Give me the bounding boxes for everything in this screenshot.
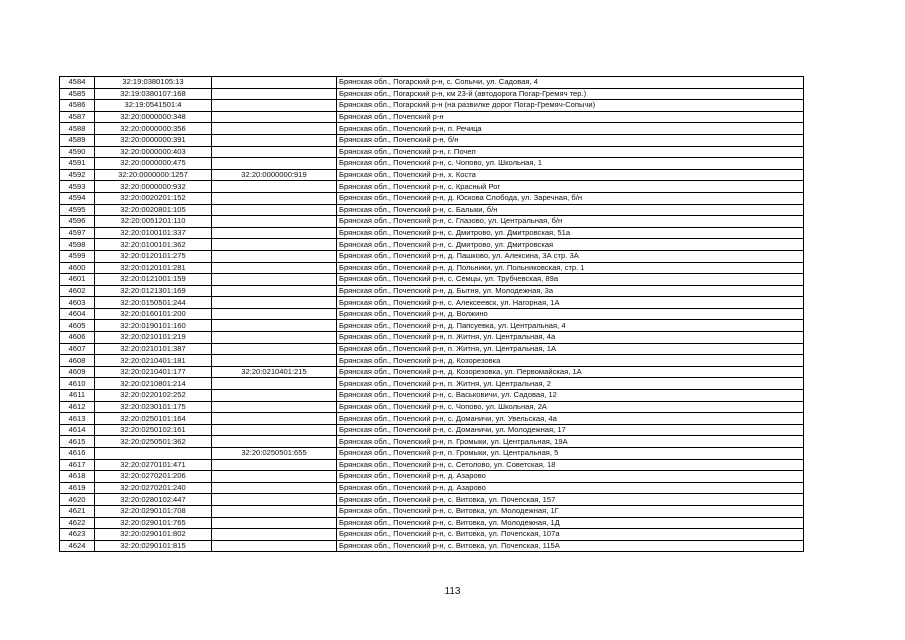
cadastral-number-cell: 32:19:0380105:13: [95, 77, 212, 89]
cadastral-number-cell: 32:20:0280102:447: [95, 494, 212, 506]
cadastral-number-cell: 32:20:0210801:214: [95, 378, 212, 390]
table-row: [60, 227, 804, 239]
cadastral-number-cell: 32:20:0290101:708: [95, 505, 212, 517]
cadastral-number-cell: 32:20:0020201:152: [95, 192, 212, 204]
secondary-cadastral-cell: [212, 471, 337, 483]
cadastral-number-cell: 32:20:0210401:177: [95, 366, 212, 378]
cadastral-number-cell: 32:20:0121301:169: [95, 285, 212, 297]
address-cell: Брянская обл., Погарский р-н, с. Сопычи, ул. Садовая, 4: [337, 77, 804, 89]
address-cell: Брянская обл., Погарский р-н, км 23-й (автодорога Погар-Гремяч тер.): [337, 88, 804, 100]
cadastral-number-cell: 32:20:0120101:275: [95, 250, 212, 262]
secondary-cadastral-cell: [212, 505, 337, 517]
row-number-cell: 4593: [60, 181, 95, 193]
cadastral-number-cell: 32:20:0210101:387: [95, 343, 212, 355]
address-cell: Брянская обл., Почепский р-н, п. Житня, ул. Центральная, 2: [337, 378, 804, 390]
row-number-cell: 4615: [60, 436, 95, 448]
secondary-cadastral-cell: [212, 192, 337, 204]
table-row: [60, 378, 804, 390]
cadastral-number-cell: 32:20:0100101:337: [95, 227, 212, 239]
table-row: [60, 401, 804, 413]
address-cell: Брянская обл., Почепский р-н, д. Волжино: [337, 308, 804, 320]
secondary-cadastral-cell: [212, 100, 337, 112]
address-cell: Брянская обл., Почепский р-н, д. Козорезовка, ул. Первомайская, 1А: [337, 366, 804, 378]
secondary-cadastral-cell: [212, 517, 337, 529]
row-number-cell: 4604: [60, 308, 95, 320]
table-row: [60, 192, 804, 204]
row-number-cell: 4609: [60, 366, 95, 378]
row-number-cell: 4614: [60, 424, 95, 436]
cadastral-number-cell: 32:20:0270201:240: [95, 482, 212, 494]
secondary-cadastral-cell: [212, 413, 337, 425]
table-row: [60, 146, 804, 158]
cadastral-number-cell: 32:20:0190101:160: [95, 320, 212, 332]
address-cell: Брянская обл., Почепский р-н, д. Юскова Слобода, ул. Заречная, б/н: [337, 192, 804, 204]
row-number-cell: 4619: [60, 482, 95, 494]
table-row: [60, 250, 804, 262]
secondary-cadastral-cell: [212, 308, 337, 320]
address-cell: Брянская обл., Почепский р-н, с. Витовка, ул. Молодежная, 1Д: [337, 517, 804, 529]
cadastral-number-cell: 32:20:0250501:362: [95, 436, 212, 448]
row-number-cell: 4620: [60, 494, 95, 506]
cadastral-number-cell: 32:20:0250101:164: [95, 413, 212, 425]
cadastral-number-cell: 32:20:0000000:356: [95, 123, 212, 135]
secondary-cadastral-cell: [212, 274, 337, 286]
table-row: [60, 390, 804, 402]
row-number-cell: 4595: [60, 204, 95, 216]
cadastral-number-cell: 32:20:0230101:175: [95, 401, 212, 413]
table-row: [60, 134, 804, 146]
row-number-cell: 4613: [60, 413, 95, 425]
cadastral-number-cell: 32:20:0160101:200: [95, 308, 212, 320]
address-cell: Брянская обл., Почепский р-н, д. Бытня, ул. Молодежная, 3а: [337, 285, 804, 297]
address-cell: Брянская обл., Почепский р-н, г. Почеп: [337, 146, 804, 158]
secondary-cadastral-cell: [212, 88, 337, 100]
cadastral-number-cell: 32:20:0220102:252: [95, 390, 212, 402]
address-cell: Брянская обл., Почепский р-н, с. Сетолово, ул. Советская, 18: [337, 459, 804, 471]
address-cell: Брянская обл., Почепский р-н, д. Польники, ул. Польниковская, стр. 1: [337, 262, 804, 274]
address-cell: Брянская обл., Почепский р-н, б/н: [337, 134, 804, 146]
cadastral-number-cell: 32:20:0100101:362: [95, 239, 212, 251]
table-row: [60, 517, 804, 529]
secondary-cadastral-cell: [212, 355, 337, 367]
cadastral-number-cell: 32:20:0120101:281: [95, 262, 212, 274]
table-row: [60, 424, 804, 436]
row-number-cell: 4624: [60, 540, 95, 552]
secondary-cadastral-cell: [212, 494, 337, 506]
row-number-cell: 4597: [60, 227, 95, 239]
row-number-cell: 4591: [60, 158, 95, 170]
table-row: [60, 158, 804, 170]
row-number-cell: 4616: [60, 448, 95, 460]
table-row: [60, 413, 804, 425]
cadastral-number-cell: 32:20:0121001:159: [95, 274, 212, 286]
address-cell: Брянская обл., Почепский р-н, п. Житня, ул. Центральная, 1А: [337, 343, 804, 355]
table-row: [60, 169, 804, 181]
table-row: [60, 181, 804, 193]
address-cell: Брянская обл., Почепский р-н, п. Громыки, ул. Центральная, 19А: [337, 436, 804, 448]
secondary-cadastral-cell: [212, 146, 337, 158]
table-row: [60, 308, 804, 320]
address-cell: Брянская обл., Почепский р-н, п. Громыки, ул. Центральная, 5: [337, 448, 804, 460]
table-row: [60, 505, 804, 517]
cadastral-number-cell: 32:20:0210401:181: [95, 355, 212, 367]
address-cell: Брянская обл., Почепский р-н, с. Витовка, ул. Молодежная, 1Г: [337, 505, 804, 517]
row-number-cell: 4588: [60, 123, 95, 135]
address-cell: Брянская обл., Почепский р-н, с. Глазово, ул. Центральная, б/н: [337, 216, 804, 228]
row-number-cell: 4602: [60, 285, 95, 297]
secondary-cadastral-cell: 32:20:0250501:655: [212, 448, 337, 460]
table-row: [60, 494, 804, 506]
table-row: [60, 482, 804, 494]
row-number-cell: 4612: [60, 401, 95, 413]
row-number-cell: 4587: [60, 111, 95, 123]
table-row: [60, 123, 804, 135]
table-row: [60, 459, 804, 471]
address-cell: Брянская обл., Почепский р-н, с. Чопово, ул. Школьная, 2А: [337, 401, 804, 413]
row-number-cell: 4585: [60, 88, 95, 100]
cadastral-number-cell: 32:20:0290101:765: [95, 517, 212, 529]
cadastral-number-cell: 32:20:0000000:348: [95, 111, 212, 123]
table-row: [60, 355, 804, 367]
table-row: [60, 216, 804, 228]
row-number-cell: 4605: [60, 320, 95, 332]
address-cell: Брянская обл., Почепский р-н, с. Доманичи, ул. Увельская, 4а: [337, 413, 804, 425]
secondary-cadastral-cell: [212, 459, 337, 471]
row-number-cell: 4611: [60, 390, 95, 402]
cadastral-number-cell: 32:20:0020801:105: [95, 204, 212, 216]
cadastral-number-cell: 32:20:0290101:802: [95, 529, 212, 541]
secondary-cadastral-cell: [212, 436, 337, 448]
cadastral-number-cell: 32:20:0290101:815: [95, 540, 212, 552]
table-row: [60, 436, 804, 448]
secondary-cadastral-cell: [212, 111, 337, 123]
cadastral-number-cell: 32:19:0380107:168: [95, 88, 212, 100]
cadastral-number-cell: 32:20:0210101:219: [95, 332, 212, 344]
secondary-cadastral-cell: [212, 239, 337, 251]
table-row: [60, 285, 804, 297]
row-number-cell: 4622: [60, 517, 95, 529]
address-cell: Брянская обл., Почепский р-н, с. Дмитрово, ул. Дмитровская, 51а: [337, 227, 804, 239]
secondary-cadastral-cell: [212, 297, 337, 309]
secondary-cadastral-cell: 32:20:0210401:215: [212, 366, 337, 378]
secondary-cadastral-cell: [212, 285, 337, 297]
secondary-cadastral-cell: [212, 320, 337, 332]
row-number-cell: 4586: [60, 100, 95, 112]
address-cell: Брянская обл., Почепский р-н, п. Житня, ул. Центральная, 4а: [337, 332, 804, 344]
secondary-cadastral-cell: [212, 216, 337, 228]
address-cell: Брянская обл., Почепский р-н, с. Витовка, ул. Почепская, 115А: [337, 540, 804, 552]
address-cell: Брянская обл., Почепский р-н, х. Коста: [337, 169, 804, 181]
row-number-cell: 4623: [60, 529, 95, 541]
row-number-cell: 4606: [60, 332, 95, 344]
secondary-cadastral-cell: [212, 250, 337, 262]
cadastral-number-cell: 32:20:0270201:206: [95, 471, 212, 483]
registry-table: [59, 76, 804, 552]
secondary-cadastral-cell: 32:20:0000000:919: [212, 169, 337, 181]
row-number-cell: 4601: [60, 274, 95, 286]
cadastral-number-cell: 32:20:0000000:1257: [95, 169, 212, 181]
secondary-cadastral-cell: [212, 482, 337, 494]
row-number-cell: 4584: [60, 77, 95, 89]
table-row: [60, 343, 804, 355]
row-number-cell: 4608: [60, 355, 95, 367]
address-cell: Брянская обл., Почепский р-н, с. Чопово, ул. Школьная, 1: [337, 158, 804, 170]
table-row: [60, 239, 804, 251]
cadastral-number-cell: 32:20:0250102:161: [95, 424, 212, 436]
address-cell: Брянская обл., Почепский р-н, с. Семцы, ул. Трубчевская, 89а: [337, 274, 804, 286]
table-row: [60, 320, 804, 332]
secondary-cadastral-cell: [212, 77, 337, 89]
address-cell: Брянская обл., Почепский р-н, с. Витовка, ул. Почепская, 157: [337, 494, 804, 506]
secondary-cadastral-cell: [212, 390, 337, 402]
table-row: [60, 448, 804, 460]
table-row: [60, 297, 804, 309]
secondary-cadastral-cell: [212, 134, 337, 146]
address-cell: Брянская обл., Почепский р-н, с. Алексеевск, ул. Нагорная, 1А: [337, 297, 804, 309]
address-cell: Брянская обл., Почепский р-н, д. Козорезовка: [337, 355, 804, 367]
secondary-cadastral-cell: [212, 158, 337, 170]
address-cell: Брянская обл., Почепский р-н, с. Витовка, ул. Почепская, 107а: [337, 529, 804, 541]
address-cell: Брянская обл., Почепский р-н, с. Красный Рог: [337, 181, 804, 193]
address-cell: Брянская обл., Почепский р-н, с. Балыки, б/н: [337, 204, 804, 216]
cadastral-number-cell: 32:20:0000000:932: [95, 181, 212, 193]
table-row: [60, 262, 804, 274]
row-number-cell: 4610: [60, 378, 95, 390]
table-row: [60, 77, 804, 89]
row-number-cell: 4590: [60, 146, 95, 158]
table-row: [60, 471, 804, 483]
cadastral-number-cell: 32:20:0051201:110: [95, 216, 212, 228]
cadastral-number-cell: 32:20:0150501:244: [95, 297, 212, 309]
secondary-cadastral-cell: [212, 378, 337, 390]
registry-table-body: [60, 77, 804, 552]
row-number-cell: 4596: [60, 216, 95, 228]
address-cell: Брянская обл., Почепский р-н, д. Азарово: [337, 482, 804, 494]
address-cell: Брянская обл., Почепский р-н, с. Дмитрово, ул. Дмитровская: [337, 239, 804, 251]
row-number-cell: 4598: [60, 239, 95, 251]
address-cell: Брянская обл., Почепский р-н, п. Речица: [337, 123, 804, 135]
row-number-cell: 4592: [60, 169, 95, 181]
row-number-cell: 4594: [60, 192, 95, 204]
row-number-cell: 4618: [60, 471, 95, 483]
secondary-cadastral-cell: [212, 123, 337, 135]
row-number-cell: 4599: [60, 250, 95, 262]
table-row: [60, 204, 804, 216]
row-number-cell: 4607: [60, 343, 95, 355]
cadastral-number-cell: 32:20:0000000:403: [95, 146, 212, 158]
secondary-cadastral-cell: [212, 181, 337, 193]
secondary-cadastral-cell: [212, 204, 337, 216]
address-cell: Брянская обл., Почепский р-н: [337, 111, 804, 123]
address-cell: Брянская обл., Почепский р-н, с. Васьковичи, ул. Садовая, 12: [337, 390, 804, 402]
table-row: [60, 540, 804, 552]
address-cell: Брянская обл., Почепский р-н, д. Азарово: [337, 471, 804, 483]
row-number-cell: 4603: [60, 297, 95, 309]
secondary-cadastral-cell: [212, 262, 337, 274]
row-number-cell: 4589: [60, 134, 95, 146]
secondary-cadastral-cell: [212, 343, 337, 355]
secondary-cadastral-cell: [212, 424, 337, 436]
row-number-cell: 4621: [60, 505, 95, 517]
table-row: [60, 366, 804, 378]
page-number: 113: [444, 586, 461, 597]
cadastral-number-cell: 32:20:0000000:391: [95, 134, 212, 146]
row-number-cell: 4617: [60, 459, 95, 471]
table-row: [60, 111, 804, 123]
cadastral-number-cell: [95, 448, 212, 460]
table-row: [60, 332, 804, 344]
address-cell: Брянская обл., Почепский р-н, д. Папсуевка, ул. Центральная, 4: [337, 320, 804, 332]
table-row: [60, 274, 804, 286]
secondary-cadastral-cell: [212, 529, 337, 541]
cadastral-number-cell: 32:19:0541501:4: [95, 100, 212, 112]
cadastral-number-cell: 32:20:0000000:475: [95, 158, 212, 170]
cadastral-number-cell: 32:20:0270101:471: [95, 459, 212, 471]
table-row: [60, 100, 804, 112]
secondary-cadastral-cell: [212, 332, 337, 344]
table-row: [60, 529, 804, 541]
address-cell: Брянская обл., Погарский р-н (на развилке дорог Погар-Гремяч-Сопычи): [337, 100, 804, 112]
secondary-cadastral-cell: [212, 401, 337, 413]
address-cell: Брянская обл., Почепский р-н, д. Пашково, ул. Алексина, 3А стр. 3А: [337, 250, 804, 262]
secondary-cadastral-cell: [212, 227, 337, 239]
table-row: [60, 88, 804, 100]
secondary-cadastral-cell: [212, 540, 337, 552]
row-number-cell: 4600: [60, 262, 95, 274]
address-cell: Брянская обл., Почепский р-н, с. Доманичи, ул. Молодежная, 17: [337, 424, 804, 436]
